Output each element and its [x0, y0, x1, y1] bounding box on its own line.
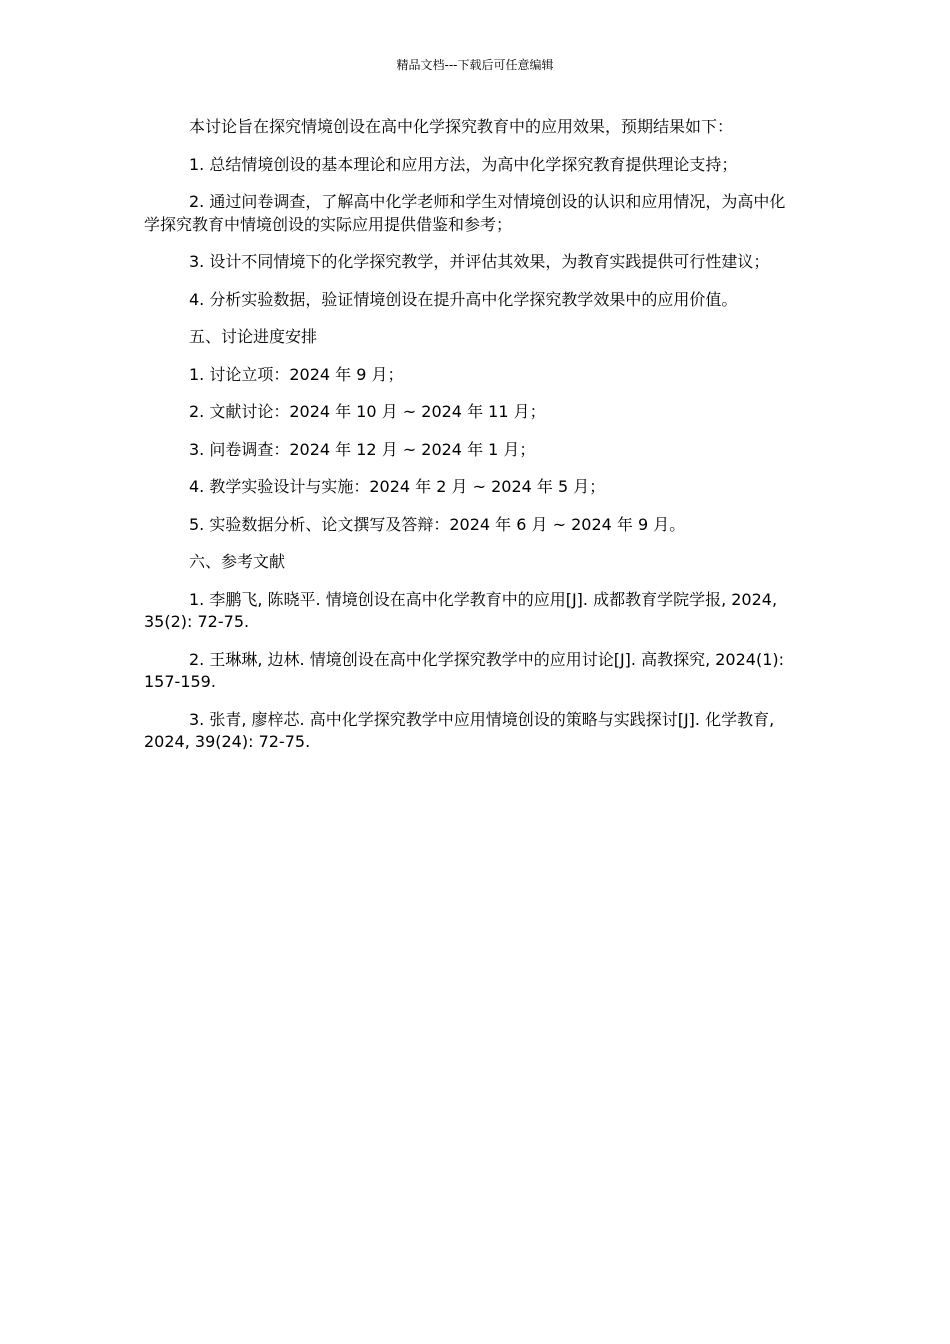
expected-result-3: 3. 设计不同情境下的化学探究教学，并评估其效果，为教育实践提供可行性建议；: [189, 252, 770, 271]
expected-result-2: 2. 通过问卷调查，了解高中化学老师和学生对情境创设的认识和应用情况，为高中化学探究教育中情境创设的实际应用提供借鉴和参考；: [144, 192, 786, 234]
expected-result-1: 1. 总结情境创设的基本理论和应用方法，为高中化学探究教育提供理论支持；: [189, 154, 738, 174]
schedule-item-5: 5. 实验数据分析、论文撰写及答辩：2024 年 6 月 ~ 2024 年 9 月。: [189, 514, 686, 534]
reference-item-2: 2. 王琳琳, 边林. 情境创设在高中化学探究教学中的应用讨论[J]. 高教探究, 2024(1): 157-159.: [144, 649, 785, 691]
expected-result-4: 4. 分析实验数据，验证情境创设在提升高中化学探究教学效果中的应用价值。: [189, 289, 738, 309]
section-heading-references: 六、参考文献: [189, 552, 286, 571]
reference-item-1: 1. 李鹏飞, 陈晓平. 情境创设在高中化学教育中的应用[J]. 成都教育学院学报, 2024, 35(2): 72-75.: [144, 589, 778, 631]
schedule-item-3: 3. 问卷调查：2024 年 12 月 ~ 2024 年 1 月；: [189, 439, 536, 459]
intro-paragraph: 本讨论旨在探究情境创设在高中化学探究教育中的应用效果，预期结果如下：: [189, 117, 734, 136]
section-heading-schedule: 五、讨论进度安排: [189, 327, 318, 346]
schedule-item-2: 2. 文献讨论：2024 年 10 月 ~ 2024 年 11 月；: [189, 402, 546, 421]
schedule-item-4: 4. 教学实验设计与实施：2024 年 2 月 ~ 2024 年 5 月；: [189, 477, 606, 496]
document-body: [144, 116, 794, 769]
reference-item-3: 3. 张青, 廖梓芯. 高中化学探究教学中应用情境创设的策略与实践探讨[J]. 化学教育, 2024, 39(24): 72-75.: [144, 709, 775, 751]
schedule-item-1: 1. 讨论立项：2024 年 9 月；: [189, 364, 404, 384]
page-header: 精品文档---下载后可任意编辑: [396, 58, 554, 72]
